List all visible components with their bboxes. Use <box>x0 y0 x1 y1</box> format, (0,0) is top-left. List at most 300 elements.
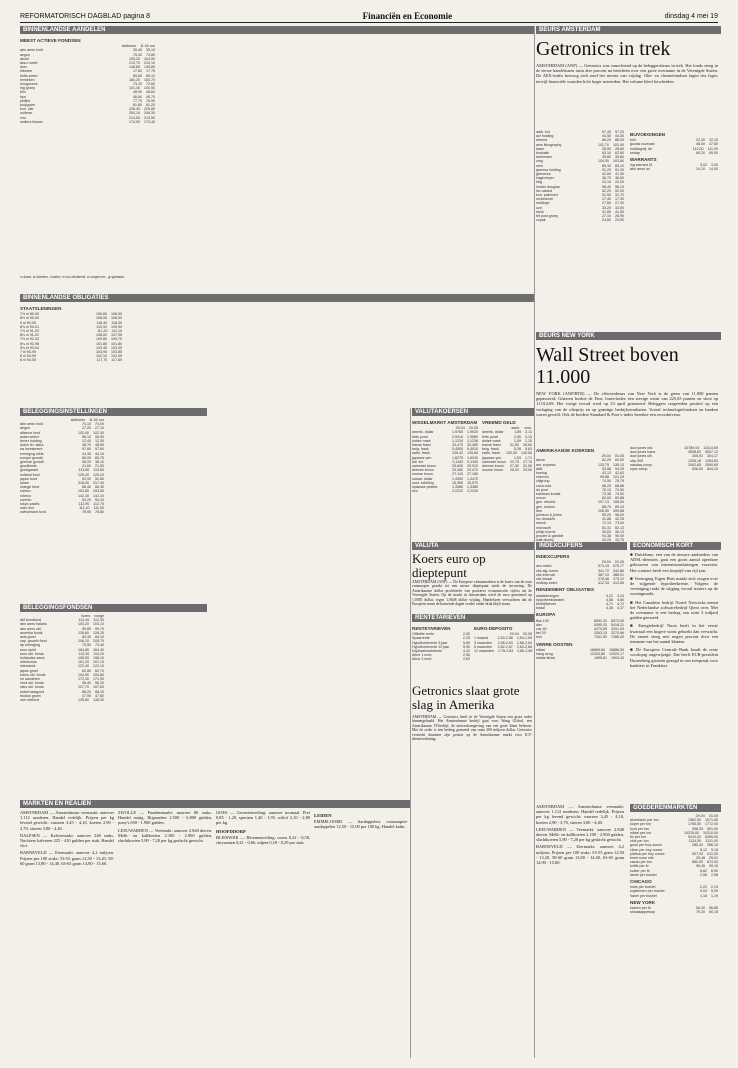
beleggingsfonds-row: triodos groen 47,90 47,80 <box>20 693 104 698</box>
goederenmarkt-row: zilver per troy ounce 5,12 5,15 <box>630 847 718 852</box>
markten-paragraph: AMSTERDAM — Amsterdamse veemarkt: aanvoer 1.112 runderen. Handel redelijk. Prijzen per kg levend gewicht: vaarzen 3,45 - 4,10, koeien 2,90 - 3,70, stieren 3,80 - 4,40. <box>20 810 114 831</box>
beleggingsinstelling-row: europe growth 65,90 65,70 <box>20 455 104 460</box>
beurs-amsterdam-side <box>630 130 718 328</box>
aandelen-table-header: slotkoers 11.00 uur <box>121 44 155 49</box>
aandelen-row: ing groep 101,40 100,90 <box>20 86 155 91</box>
bi-table-header: slotkoers 11.00 uur <box>70 418 104 422</box>
markten-right-column <box>536 804 624 1058</box>
beleggingsfondsen-extra-3 <box>312 604 408 796</box>
amerikaanse-koers-row: microsoft 81,31 82,13 <box>536 525 624 530</box>
rendement-row: bedrijfsleven 4,71 4,72 <box>536 602 624 607</box>
amerikaanse-koers-row: citigroup 74,50 75,75 <box>536 479 624 484</box>
beleggingsfonds-row: ohra obl. fonds 96,40 96,30 <box>20 681 104 686</box>
beurs-amsterdam-row: aalb. ind. 57,40 57,20 <box>536 130 624 134</box>
aandelen-row: dsm 146,60 145,80 <box>20 65 155 70</box>
new-york-grondstof-row: sinaasappelsap 79,20 80,15 <box>630 910 718 915</box>
beurs-amsterdam-table <box>536 130 624 328</box>
markten-column-3 <box>216 810 310 1058</box>
obligaties-extra-3 <box>334 304 430 404</box>
valutakoersen-title: WISSELMARKT AMSTERDAM <box>412 420 478 425</box>
vreemd-geld-row: brits pond 2,80 3,13 <box>482 434 532 439</box>
rentetarief-row: Officiële rente 2,50 <box>412 632 470 637</box>
markten-paragraph: DALFSEN — Kalvermarkt: aanvoer 248 stuks. Nuchtere kalveren 225 - 410 gulden per stuk. Handel vlot. <box>20 832 114 849</box>
markten-paragraph: ZWOLLE — Paardenmarkt: aanvoer 86 stuks. Handel matig. Rijpaarden 2.500 - 6.800 gulden, pony's 650 - 1.900 gulden. <box>118 810 212 826</box>
beleggingsfonds-row: euro obl. fonds 110,30 110,20 <box>20 651 104 656</box>
amerikaanse-koers-row: chevron 99,88 101,25 <box>536 475 624 480</box>
ny-index-row: nasdaq comp. 2542,85 2590,69 <box>630 462 718 467</box>
section-header-beurs-new-york: BEURS NEW YORK <box>536 332 721 340</box>
beurs-amsterdam-row: cmg 104,50 103,80 <box>536 159 624 164</box>
vreemd-geld-row: belg. frank 5,28 5,63 <box>482 447 532 452</box>
rentetarief-row: Hypotheekrente 10 jaar 5,90 <box>412 644 470 649</box>
economisch-kort-item: ■ Dutchbase, een van de nieuwe aanbieders van ADSL-diensten, gaat een groot aantal openbare gebouwen van internetaansluitingen voorzien. Het contract heeft een looptijd van vijf jaar. <box>630 552 718 573</box>
indexcijfers-table <box>536 552 624 800</box>
aandelen-row: akzo nobel 210,70 210,10 <box>20 61 155 66</box>
section-header-beurs-amsterdam: BEURS AMSTERDAM <box>536 26 721 34</box>
beurs-amsterdam-row: buhrmann 39,80 39,60 <box>536 155 624 160</box>
rentetarief-row: Aibor 3 mnd 2,62 <box>412 657 470 662</box>
chicago-row: sojabonen per bushel 5,04 5,09 <box>630 889 718 894</box>
rentetarief-row: Aibor 1 mnd 2,55 <box>412 653 470 658</box>
valutakoersen-header: 29-04 03-05 <box>455 426 478 431</box>
beleggingsfonds-row: japan groei 62,80 62,70 <box>20 668 104 673</box>
bijvoeging-row: gouda vuurvast 48,00 47,50 <box>630 142 718 147</box>
beurs-amsterdam-article <box>536 36 718 126</box>
goederenmarkten-sub-title-2: NEW YORK <box>630 899 656 905</box>
euro-deposito-row: 6 maanden 2,62-2,67 2,63-2,68 <box>474 644 532 649</box>
beleggingsinstelling-row: japan fund 52,90 52,80 <box>20 476 104 481</box>
goederenmarkt-row: brent ruwe olie 25,48 25,91 <box>630 856 718 861</box>
vreemd-geld-title: VREEMD GELD <box>482 420 516 425</box>
beleggingsinstelling-row: obam 318,00 317,40 <box>20 481 104 486</box>
obligatie-row: 5¾ nl 93-04 103,40 103,30 <box>20 345 122 350</box>
beurs-amsterdam-row: getronics 42,60 41,30 <box>536 172 624 177</box>
beurs-amsterdam-row: asm lithography 102,70 101,90 <box>536 142 624 147</box>
vreemd-geld-table <box>482 418 532 538</box>
new-york-grondstof-row: katoen per lb 56,30 56,85 <box>630 906 718 911</box>
section-header-economisch-kort: ECONOMISCH KORT <box>630 542 721 550</box>
beurs-amsterdam-headline: Getronics in trek <box>536 38 671 60</box>
europa-index-row: smi 7341,90 7368,40 <box>536 635 624 640</box>
beleggingsinstelling-row: bever holding 12,40 12,30 <box>20 439 104 444</box>
amerikaanse-koers-row: procter & gamble 94,38 95,00 <box>536 534 624 539</box>
vreemd-geld-row: zweedse kroon 22,75 27,75 <box>482 459 533 464</box>
beurs-amsterdam-row: baan 28,90 28,60 <box>536 146 624 151</box>
beleggingsinstelling-row: goudfonds 21,60 21,50 <box>20 464 104 469</box>
markten-extra-table <box>412 804 532 1058</box>
markten-paragraph: GOES — Groentenveiling: aanvoer normaal. Prei 0,85 - 1,20, spruiten 1,40 - 1,95, witlof 2,10 - 2,80 per kg. <box>216 810 310 826</box>
euro-deposito-row: 1 maand 2,53-2,58 2,54-2,59 <box>474 636 532 641</box>
beurs-amsterdam-row: ahrend 86,20 86,00 <box>536 138 624 143</box>
aandelen-row: hoogovens 73,10 72,60 <box>20 82 155 87</box>
valutakoers-row: belg. frank 5,4505 5,4510 <box>412 447 478 452</box>
markten-column-2 <box>118 810 212 1058</box>
obligatie-row: 8½ nl 90-00 108,95 108,90 <box>20 316 122 321</box>
beurs-amsterdam-row: nedlloyd 27,60 27,40 <box>536 201 624 206</box>
europa-index-row: bel 20 3263,15 3270,66 <box>536 631 624 636</box>
amerika-headline: Getronics slaat grote slag in Amerika <box>412 683 520 712</box>
europa-index-row: cac 40 4270,69 4291,05 <box>536 627 624 632</box>
valuta-body: AMSTERDAM (ANP) — De Europese valutamarkten is de koers van de euro vanmorgen gezakt tot een nieuw dieptepunt sinds de invoering. De Amerikaanse dollar profiteerde van positieve economische cijfers uit de Verenigde Staten. Op de markt in Amsterdam werd de euro genoteerd op 1,0585 dollar, tegen 1,0648 dollar vrijdag. Handelaren verwachten dat de Europese munt de komende dagen verder onder druk blijft staan. <box>412 580 532 607</box>
economisch-kort-item: ■ Energiebedrijf Nuon heeft in het eerste kwartaal een hogere winst geboekt dan verwacht. De omzet steeg met negen procent door een toename van het aantal klanten. <box>630 623 718 645</box>
markten-paragraph: LEEUWARDEN — Veemarkt: aanvoer 2.840 dieren. Melk- en kalfkoeien 2.100 - 2.900 gulden, slachtkoeien 5,80 - 7,20 per kg geslacht gewicht. <box>118 827 212 844</box>
amerika-body: AMSTERDAM — Getronics heeft in de Verenigde Staten een grote order binnengehaald. Het Amsterdamse bedrijf gaat voor Wang Global, een Amerikaanse IT-bedrijf, de netwerkomgeving van een grote klant beheren. Met de order is een bedrag gemoeid van ruim 200 miljoen dollar. Getronics versterkt daarmee zijn positie op de Amerikaanse markt voor ICT-dienstverlening. <box>412 715 532 742</box>
verre-oosten-title: VERRE OOSTEN <box>536 641 573 647</box>
beleggingsfonds-row: rabo obl. fonds 107,70 107,60 <box>20 685 104 690</box>
goederenmarkten-table <box>630 814 718 1058</box>
section-header-rentetarieven: RENTETARIEVEN <box>412 614 535 622</box>
beleggingsfonds-row: nn aandelen 172,30 171,90 <box>20 677 104 682</box>
valutakoers-row: ital. lire 0,1162 0,1163 <box>412 459 478 464</box>
ny-index-row: dow jones util. 305,91 304,17 <box>630 454 718 459</box>
chicago-row: mais per bushel 2,22 2,24 <box>630 885 718 890</box>
indexcijfer-row: cbs alg. koers 341,72 342,86 <box>536 568 624 573</box>
amerikaanse-koers-row: coca cola 68,25 68,88 <box>536 483 624 488</box>
amerikaanse-koers-row: gen. electric 107,13 108,50 <box>536 500 624 505</box>
bijvoegingen-title: BIJVOEGINGEN <box>630 132 665 137</box>
goederenmarkt-row: tarwe per bushel 2,56 2,58 <box>630 872 718 877</box>
beleggingsinstelling-row: ea investment 97,80 97,60 <box>20 447 104 452</box>
beleggingsinstelling-row: zwitserland fund 78,90 78,80 <box>20 510 104 515</box>
aandelen-row: kpn 46,80 46,70 <box>20 94 155 99</box>
valutakoers-row: deense kroon 29,460 29,470 <box>412 468 478 473</box>
markten-column-4 <box>314 810 408 1058</box>
economisch-kort <box>630 552 718 800</box>
vreemd-geld-row: franse franc 31,50 35,50 <box>482 443 532 448</box>
ny-index-table <box>630 446 718 538</box>
euro-deposito-table <box>474 624 532 680</box>
markten-paragraph: BARNEVELD — Eiermarkt: aanvoer 4,2 miljoen. Prijzen per 100 stuks: 53-55 gram 12,50 - 13,20, 58-60 gram 13,80 - 14,40, 63-65 gram 14,90 - 15,60. <box>536 844 624 866</box>
beleggingsinstelling-row: orange fund 66,40 66,30 <box>20 485 104 490</box>
beleggingsinstelling-row: dutch fin. stars 48,70 48,60 <box>20 443 104 448</box>
beurs-amsterdam-row: stork 41,80 41,50 <box>536 209 624 214</box>
amerikaanse-koersen-header: 29-04 03-05 <box>601 454 624 459</box>
amerikaanse-koers-row: boeing 42,13 42,63 <box>536 471 624 476</box>
goederenmarkt-row: goud per troy ounce 285,30 286,10 <box>630 843 718 848</box>
beleggingsinstelling-row: tokyo pacific 112,90 112,70 <box>20 502 104 507</box>
indexcijfer-row: midkap-index 412,33 413,85 <box>536 581 624 586</box>
beleggingsfonds-row: interstock 122,40 122,10 <box>20 664 104 669</box>
bf-table-header: koers vorige <box>81 614 104 618</box>
amerikaanse-koers-row: at&t 53,88 54,25 <box>536 466 624 471</box>
beleggingsfondsen-table <box>20 614 104 796</box>
obligatie-row: 8 nl 94-05 117,70 117,60 <box>20 358 122 363</box>
goederenmarkt-row: tin per ton 5410,00 5395,00 <box>630 835 718 840</box>
markten-paragraph: BARNEVELD — Eiermarkt: aanvoer 4,2 miljoen. Prijzen per 100 stuks: 53-55 gram 12,50 - 13,20, 58-60 gram 13,80 - 14,40, 63-65 gram 14,90 - 15,60. <box>20 850 114 866</box>
euro-deposito-title: EURO-DEPOSITO <box>474 626 513 631</box>
vreemd-geld-row: zwits. frank 130,00 140,50 <box>482 451 532 456</box>
goederenmarkten-sub-title: CHICAGO <box>630 879 652 885</box>
bijvoeging-row: nedap 69,20 69,00 <box>630 150 718 155</box>
goederenmarkt-row: koffie per lb 98,45 99,10 <box>630 864 718 869</box>
ny-index-row: dow jones trans. 3508,63 3537,12 <box>630 450 718 455</box>
vreemd-geld-row: amerik. dollar 1,89 2,11 <box>482 430 532 435</box>
goederenmarkt-row: platina per troy ounce 507,00 511,00 <box>630 851 718 856</box>
beurs-amsterdam-row: ihc caland 52,20 52,00 <box>536 188 624 193</box>
obligatie-row: 6 nl 94-99 102,10 102,05 <box>20 354 122 359</box>
ny-index-row: s&p 500 1335,18 1354,63 <box>630 458 718 463</box>
amerikaanse-koers-row: mc donald's 41,88 42,25 <box>536 517 624 522</box>
amerikaanse-koersen-title: AMERIKAANSE KOERSEN <box>536 448 595 453</box>
goederenmarkt-row: suiker per lb 6,82 6,90 <box>630 868 718 873</box>
aandelen-row: abn amro hold 35,40 35,10 <box>20 48 155 53</box>
valutakoers-row: brits pond 2,9410 2,9580 <box>412 434 478 439</box>
obligatie-row: 9 nl 90-05 118,40 118,30 <box>20 320 122 325</box>
economisch-kort-item: ■ De Europese Centrale Bank houdt de rente voorlopig ongewijzigd. Dat heeft ECB-president Duisenberg gisteren gezegd in een toespraak voor bankiers in Frankfurt. <box>630 647 718 668</box>
amerikaanse-koers-row: merck 72,13 73,00 <box>536 521 624 526</box>
beleggingsinstelling-row: german growth 38,20 38,10 <box>20 460 104 465</box>
markten-paragraph: LEEUWARDEN — Veemarkt: aanvoer 2.840 dieren. Melk- en kalfkoeien 2.100 - 2.900 gulden, slachtkoeien 5,80 - 7,20 per kg geslacht gewicht. <box>536 826 624 843</box>
indexcijfer-row: cbs internat. 387,19 388,91 <box>536 572 624 577</box>
obligaties-table <box>20 304 122 404</box>
issue-date: dinsdag 4 mei 19 <box>664 12 718 20</box>
rendement-row: hypotheekbanken 4,58 4,60 <box>536 597 624 602</box>
column-rule <box>534 26 535 1058</box>
beurs-amsterdam-row: kon. pakhoed 31,90 31,70 <box>536 193 624 198</box>
beleggingsinstellingen-extra-3 <box>312 410 408 600</box>
beurs-amsterdam-row: mckechnie 17,40 17,30 <box>536 197 624 202</box>
markten-subhead: HOOFDDORP <box>216 828 246 834</box>
indexcijfer-row: aex-index 573,15 575,77 <box>536 564 624 569</box>
section-header-valuta: VALUTA <box>412 542 535 550</box>
aandelen-extra-3 <box>408 36 532 274</box>
amerikaanse-koers-row: philip morris 35,63 36,13 <box>536 529 624 534</box>
beleggingsfonds-row: hollandse aand. 198,50 198,10 <box>20 656 104 661</box>
goederenmarkt-row: cacao per ton 880,00 874,00 <box>630 860 718 865</box>
amerika-article <box>412 684 532 800</box>
section-header-goederenmarkten: GOEDERENMARKTEN <box>630 804 721 812</box>
beleggingsfonds-row: abf bondfund 112,40 112,30 <box>20 618 104 623</box>
verre-oosten-row: nikkei 16869,84 16886,59 <box>536 647 624 652</box>
amerikaanse-koers-row: gen. motors 88,75 89,13 <box>536 504 624 509</box>
markten-paragraph: BLEISWIJK — Bloemenveiling: rozen 0,32 - 0,58, chrysanten 0,41 - 0,66, tulpen 0,18 - 0,29 per stuk. <box>216 834 310 846</box>
section-header-aandelen: BINNENLANDSE AANDELEN <box>20 26 535 34</box>
valutakoers-row: zweedse kroon 25,840 25,910 <box>412 464 478 469</box>
ny-index-row: nyse comp. 636,50 644,19 <box>630 467 718 472</box>
section-header-beleggingsinstellingen: BELEGGINGSINSTELLINGEN <box>20 408 207 416</box>
goederenmarkt-row: aluminium per ton 1562,00 1571,50 <box>630 818 718 823</box>
indexcijfers-title: INDEXCIJFERS <box>536 554 570 559</box>
obligatie-row: 7¾ nl 91-03 111,20 111,10 <box>20 329 122 334</box>
goederenmarkt-row: nikkel per ton 10225,00 10310,00 <box>630 830 718 835</box>
beleggingsinstellingen-extra <box>108 418 204 600</box>
bijvoeging-row: brill 22,30 22,10 <box>630 138 718 143</box>
vreemd-geld-row: deense kroon 27,50 31,50 <box>482 464 532 469</box>
beurs-amsterdam-row: hagemeyer 36,70 36,50 <box>536 176 624 181</box>
beleggingsinstelling-row: emerging mkts 44,30 44,10 <box>20 451 104 456</box>
euro-deposito-header: 29-04 03-05 <box>509 632 532 637</box>
beurs-amsterdam-row: boskalis 63,10 62,80 <box>536 151 624 156</box>
beleggingsinstelling-row: abn amro hold 74,10 74,00 <box>20 422 104 427</box>
section-header-obligaties: BINNENLANDSE OBLIGATIES <box>20 294 535 302</box>
beleggingsinstelling-row: aegon 27,20 27,10 <box>20 426 104 431</box>
valuta-article <box>412 552 532 612</box>
aandelen-row: unilever 250,10 249,30 <box>20 111 155 116</box>
aandelen-row: aegon 75,30 74,80 <box>20 52 155 57</box>
amerikaanse-koers-row: exxon 82,63 83,88 <box>536 496 624 501</box>
valutakoers-row: zwits. frank 135,42 135,60 <box>412 451 478 456</box>
beurs-amsterdam-row: vopak 24,60 24,50 <box>536 218 624 223</box>
europa-index-row: ftse 100 6552,20 6573,90 <box>536 618 624 623</box>
aandelen-table <box>20 36 155 274</box>
aandelen-row: polygram 81,60 81,20 <box>20 103 155 108</box>
beleggingsfonds-row: euro spirit 164,80 164,40 <box>20 647 104 652</box>
markten-paragraph: EMMELOORD — Aardappelen: consumptie-aardappelen 12,50 - 15,00 per 100 kg. Handel kalm. <box>314 819 408 830</box>
rendement-row: staatsleningen 4,22 4,24 <box>536 593 624 598</box>
beurs-new-york-headline: Wall Street boven 11.000 <box>536 344 679 388</box>
rentetarief-row: Kapitaalmarktrente 4,42 <box>412 649 470 654</box>
verre-oosten-row: hang seng 12433,85 12520,17 <box>536 652 624 657</box>
valutakoers-row: franse franc 33,475 33,480 <box>412 443 478 448</box>
paper-name: REFORMATORISCH DAGBLAD pagina 8 <box>20 12 151 20</box>
aandelen-table-title: MEEST ACTIEVE FONDSEN <box>20 38 81 43</box>
obligaties-table-title: STAATSLENINGEN <box>20 306 62 311</box>
aandelen-row: fortis amev 89,80 89,10 <box>20 73 155 78</box>
beleggingsinstelling-row: rorento 94,20 94,10 <box>20 497 104 502</box>
obligatie-row: 7½ nl 89-00 106,60 106,50 <box>20 312 122 317</box>
economisch-kort-item: ■ Het Canadese bedrijf Nortel Networks neemt het Nederlandse softwarebedrijf Qtera over. Met de overname is een bedrag van ruim 3 miljard gulden gemoeid. <box>630 599 718 621</box>
beleggingsinstellingen-table <box>20 418 104 600</box>
aandelen-extra-2 <box>284 36 404 274</box>
valutakoersen-table <box>412 418 478 538</box>
warrant-row: ing warrant 01 3,02 3,00 <box>630 163 718 168</box>
beurs-amsterdam-row: csm 89,30 89,10 <box>536 163 624 168</box>
amerikaanse-koers-row: ibm 206,50 209,88 <box>536 508 624 513</box>
beleggingsfonds-row: dp emerging 73,50 73,40 <box>20 643 104 648</box>
europa-title: EUROPA <box>536 612 556 618</box>
aandelen-row: philips 77,70 76,90 <box>20 98 155 103</box>
aandelen-row: elsevier 17,82 17,75 <box>20 69 155 74</box>
rentetarief-row: Hypotheekrente 5 jaar 5,60 <box>412 640 470 645</box>
aandelen-row: kon. olie 226,40 225,80 <box>20 107 155 112</box>
obligaties-extra-2 <box>230 304 330 404</box>
vreemd-geld-row: noorse kroon 25,00 29,00 <box>482 468 532 473</box>
vreemd-geld-row: duitse mark 1,09 1,15 <box>482 438 532 443</box>
amerikaanse-koers-row: walt disney 33,25 33,75 <box>536 538 624 543</box>
beleggingsfondsen-extra <box>108 614 204 796</box>
beleggingsinstelling-row: vast ned 111,10 111,00 <box>20 506 104 511</box>
obligatie-row: 6¼ nl 93-98 101,85 101,80 <box>20 341 122 346</box>
warrants-title: WARRANTS <box>630 157 657 163</box>
valutakoers-row: japanse yen 1,6275 1,6340 <box>412 455 478 460</box>
goederenmarkt-row: zink per ton 1124,50 1131,00 <box>630 839 718 844</box>
obligatie-row: 7 nl 93-99 103,90 103,85 <box>20 350 122 355</box>
ny-index-row: dow jones ind. 10789,04 11014,69 <box>630 446 718 450</box>
beurs-amsterdam-row: oce 33,20 33,00 <box>536 205 624 210</box>
aandelen-row: wolters kluwer 174,00 173,40 <box>20 119 155 124</box>
beleggingsfonds-row: asia groei 84,30 84,10 <box>20 635 104 640</box>
rendement-title: RENDEMENT OBLIGATIES <box>536 587 595 593</box>
markten-subhead: LEIDEN <box>314 813 332 818</box>
amerikaanse-koers-row: am. express 133,75 135,13 <box>536 462 624 467</box>
obligatie-row: 8¾ nl 90-01 110,00 109,90 <box>20 324 122 329</box>
beurs-amsterdam-row: acf holding 44,50 44,30 <box>536 134 624 139</box>
beleggingsfonds-row: vsb mixfund 135,60 135,30 <box>20 698 104 703</box>
beurs-amsterdam-body: AMSTERDAM (ANP) — Getronics was vanochtend op de beleggersbeurs in trek. Het fonds steeg in de eerste handelsuren ruim drie procent na berichten over een grote overname in de Verenigde Staten. De AEX-index bewoog zich rond het niveau van vrijdag. Olie- en chemiefondsen lagen iets lager, terwijl financiële waarden licht hoger noteerden. Het volume bleef bescheiden. <box>536 63 718 84</box>
section-header-valutakoersen: VALUTAKOERSEN <box>412 408 535 416</box>
beleggingsfonds-row: cap. growth fund 206,10 205,70 <box>20 639 104 644</box>
valutakoers-row: canad. dollar 1,4390 1,4470 <box>412 476 478 481</box>
valutakoers-row: noorse kroon 27,110 27,180 <box>412 472 478 477</box>
section-header-beleggingsfondsen: BELEGGINGSFONDSEN <box>20 604 207 612</box>
amerikaanse-koers-row: alcoa 62,25 63,50 <box>536 458 624 463</box>
beleggingsfonds-row: abn amro balans 103,20 103,10 <box>20 622 104 627</box>
valuta-headline: Koers euro op dieptepunt <box>412 551 486 580</box>
aandelen-note: x=kare, b=bieden, l=laten, e=ex-dividend, o=ongecorr., g=gedaan. <box>20 275 126 279</box>
section-title: Financiën en Economie <box>362 11 453 21</box>
goederenmarkt-row: koper per ton 1765,50 1772,00 <box>630 822 718 827</box>
europa-index-row: dax 5395,33 5418,21 <box>536 622 624 627</box>
amerikaanse-koers-row: johnson & johns. 95,25 96,00 <box>536 513 624 518</box>
goederenmarkten-header: 29-04 03-05 <box>695 814 718 818</box>
markten-column-1 <box>20 810 114 1058</box>
beleggingsfonds-row: amerika fonds 128,60 128,20 <box>20 630 104 635</box>
beurs-new-york-body: NEW YORK (ANP/RTR) — De effectenbeurs van New York is de grens van 11.000 punten gepasseerd. Gisteren boekte de Dow Jones-index een stevige winst van 225,65 punten en sloot op 11.014,69. Het vorige record werd op 23 april genoteerd. Beleggers reageerden positief op een verlaging van de olieprijs en op gunstige bedrijfsresultaten. Vooral technologiefondsen en banken waren gewild. Ook de bredere Standard & Poor's-index bereikte een recordniveau. <box>536 391 718 417</box>
rentetarieven-title: RENTETARIEVEN <box>412 626 451 631</box>
aandelen-row: klm 48,90 48,60 <box>20 90 155 95</box>
beleggingsfonds-row: mees obl. fonds 104,90 104,80 <box>20 672 104 677</box>
euro-deposito-row: 12 maanden 2,78-2,83 2,80-2,85 <box>474 649 533 654</box>
verre-oosten-row: straits times 1895,81 1903,40 <box>536 656 624 661</box>
beurs-amsterdam-row: hunter douglas 98,40 98,10 <box>536 184 624 189</box>
aandelen-row: vnu 214,50 213,90 <box>20 115 155 120</box>
amerikaanse-koers-row: eastman kodak 73,38 74,00 <box>536 492 624 497</box>
chicago-row: haver per bushel 1,18 1,19 <box>630 893 718 898</box>
amerikaanse-koersen-table <box>536 446 624 543</box>
obligatie-row: 8¼ nl 91-01 108,00 107,95 <box>20 333 122 338</box>
bijvoeging-row: holdingmij. de 112,00 111,00 <box>630 146 718 151</box>
beleggingsfonds-row: interbonds 101,20 101,10 <box>20 660 104 665</box>
amerikaanse-koers-row: du pont 70,13 70,50 <box>536 487 624 492</box>
beleggingsinstelling-row: alliance fund 102,40 102,30 <box>20 430 104 435</box>
valutakoers-row: oost. schilling 15,969 15,970 <box>412 480 478 485</box>
goederenmarkt-row: lood per ton 498,25 501,00 <box>630 826 718 831</box>
column-rule <box>410 408 411 1058</box>
indexcijfers-header: 29-04 03-05 <box>601 560 624 565</box>
obligaties-extra-4 <box>434 304 532 404</box>
beurs-amsterdam-row: tnt post groep 27,10 26,90 <box>536 214 624 219</box>
obligaties-extra-1 <box>126 304 226 404</box>
economisch-kort-item: ■ Vereniging Eigen Huis maakt zich zorgen over de stijgende hypotheekrente. Volgens de vereniging raakt de stijging vooral starters op de woningmarkt. <box>630 575 718 597</box>
aandelen-row: heineken 184,20 183,70 <box>20 77 155 82</box>
vreemd-geld-row: japanse yen 1,53 1,71 <box>482 455 532 460</box>
markten-paragraph: AMSTERDAM — Amsterdamse veemarkt: aanvoer 1.112 runderen. Handel redelijk. Prijzen per kg levend gewicht: vaarzen 3,45 - 4,10, koeien 2,90 - 3,70, stieren 3,80 - 4,40. <box>536 804 624 825</box>
beurs-amsterdam-row: gamma holding 91,20 91,00 <box>536 167 624 172</box>
euro-deposito-row: 3 maanden 2,58-2,63 2,58-2,63 <box>474 640 532 645</box>
beleggingsfonds-row: abn amro obl. 99,80 99,70 <box>20 626 104 631</box>
beleggingsinstelling-row: groeigarant 113,80 113,60 <box>20 468 104 473</box>
aandelen-extra <box>160 36 280 274</box>
rentetarief-row: Spaarrente 2,25 <box>412 636 470 641</box>
aandelen-row: ahold 105,20 104,90 <box>20 56 155 61</box>
beleggingsinstelling-row: holland fund 125,40 125,20 <box>20 472 104 477</box>
beurs-amsterdam-row: hbg 22,10 22,00 <box>536 180 624 185</box>
vreemd-geld-header: aank. verk. <box>511 426 532 431</box>
indexcijfer-row: cbs lokaal 278,46 279,12 <box>536 577 624 582</box>
valutakoers-row: duitse mark 1,1234 1,1236 <box>412 438 478 443</box>
beleggingsfondsen-extra-2 <box>208 604 308 796</box>
section-header-markten: MARKTEN EN REALIEN <box>20 800 411 808</box>
beleggingsinstelling-row: asian select 56,10 55,90 <box>20 434 104 439</box>
valutakoers-row: spaanse peseta 1,3380 1,3385 <box>412 485 478 490</box>
valutakoers-row: amerik. dollar 1,9765 1,9920 <box>412 430 478 435</box>
beleggingsinstelling-row: rolinco 153,80 153,50 <box>20 489 104 494</box>
page-header <box>20 10 718 23</box>
beleggingsfonds-row: snsbf vastgoed 88,20 88,10 <box>20 689 104 694</box>
obligatie-row: 7½ nl 92-02 109,80 109,70 <box>20 337 122 342</box>
valutakoers-row: ecu 2,2212 2,2230 <box>412 489 478 494</box>
rendement-row: totaal 4,35 4,37 <box>536 606 624 611</box>
